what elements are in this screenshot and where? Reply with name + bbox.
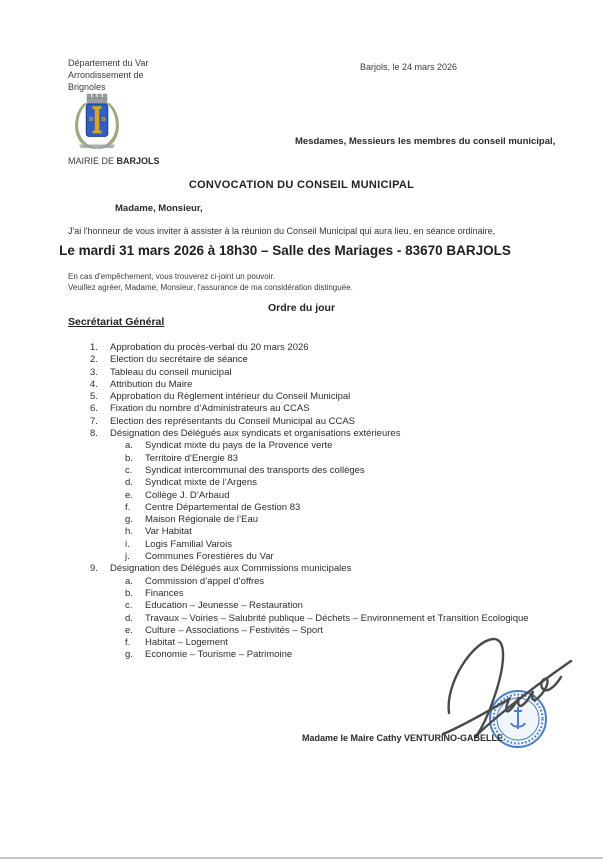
agenda-item-text: Centre Départemental de Gestion 83 bbox=[145, 501, 301, 513]
agenda-subitem bbox=[0, 539, 560, 551]
document-title: CONVOCATION DU CONSEIL MUNICIPAL bbox=[188, 179, 415, 191]
meeting-details-line: Le mardi 31 mars 2026 à 18h30 – Salle des Mariages - 83670 BARJOLS bbox=[59, 243, 511, 258]
agenda-item-text: Syndicat intercommunal des transports des collèges bbox=[145, 464, 365, 476]
agenda-item bbox=[0, 342, 560, 354]
recipients-line: Mesdames, Messieurs les membres du conseil municipal, bbox=[295, 136, 556, 147]
agenda-item bbox=[0, 428, 560, 440]
agenda-subitem bbox=[0, 600, 560, 612]
agenda-item bbox=[0, 379, 560, 391]
agenda-list bbox=[0, 342, 560, 662]
sender-line: Département du Var bbox=[68, 58, 149, 68]
mairie-prefix: MAIRIE DE bbox=[68, 156, 117, 166]
agenda-item-number: g. bbox=[125, 514, 133, 526]
agenda-item-number: h. bbox=[125, 526, 133, 538]
agenda-item-number: a. bbox=[125, 575, 133, 587]
agenda-item-text: Var Habitat bbox=[145, 526, 192, 538]
agenda-item-number: 9. bbox=[90, 563, 98, 575]
svg-text:B: B bbox=[101, 116, 106, 124]
agenda-item-number: 8. bbox=[90, 428, 98, 440]
agenda-item-number: d. bbox=[125, 477, 133, 489]
agenda-subitem bbox=[0, 440, 560, 452]
agenda-subitem bbox=[0, 477, 560, 489]
agenda-item-text: Tableau du conseil municipal bbox=[110, 366, 232, 378]
sender-line: Arrondissement de bbox=[68, 70, 144, 80]
intro-paragraph: J'ai l'honneur de vous inviter à assister à la réunion du Conseil Municipal qui aura lieu, en séance ordinaire, bbox=[68, 226, 496, 236]
agenda-subitem bbox=[0, 613, 560, 625]
agenda-item-number: d. bbox=[125, 612, 133, 624]
agenda-subitem bbox=[0, 502, 560, 514]
dateline: Barjols, le 24 mars 2026 bbox=[360, 62, 458, 72]
agenda-item bbox=[0, 416, 560, 428]
note-politesse: Veuillez agréer, Madame, Monsieur, l'assurance de ma considération distinguée. bbox=[68, 283, 353, 292]
agenda-item-text: Approbation du Règlement intérieur du Conseil Municipal bbox=[110, 391, 351, 403]
agenda-item-number: c. bbox=[125, 464, 133, 476]
mairie-city: BARJOLS bbox=[116, 156, 160, 166]
agenda-item bbox=[0, 403, 560, 415]
agenda-item-text: Désignation des Délégués aux syndicats et organisations extérieures bbox=[110, 428, 401, 440]
barjols-coat-of-arms-icon bbox=[70, 92, 124, 152]
agenda-item-number: 3. bbox=[90, 366, 98, 378]
agenda-item-number: c. bbox=[125, 600, 133, 612]
agenda-subitem bbox=[0, 465, 560, 477]
agenda-item-text: Economie – Tourisme – Patrimoine bbox=[145, 649, 293, 661]
agenda-item-text: Désignation des Délégués aux Commissions municipales bbox=[110, 563, 352, 575]
agenda-item-number: b. bbox=[125, 587, 133, 599]
sender-address bbox=[68, 57, 148, 93]
agenda-subitem bbox=[0, 551, 560, 563]
svg-text:B: B bbox=[88, 116, 94, 124]
agenda-item-number: 5. bbox=[90, 391, 98, 403]
agenda-item-text: Communes Forestières du Var bbox=[145, 551, 274, 563]
note-pouvoir: En cas d'empêchement, vous trouverez ci-joint un pouvoir. bbox=[68, 272, 275, 281]
agenda-item-number: e. bbox=[125, 624, 133, 636]
agenda-item-text: Syndicat mixte du pays de la Provence verte bbox=[145, 440, 333, 452]
agenda-item-text: Collège J. D’Arbaud bbox=[145, 489, 230, 501]
agenda-item-number: 2. bbox=[90, 354, 98, 366]
agenda-item-number: e. bbox=[125, 489, 133, 501]
agenda-item bbox=[0, 354, 560, 366]
agenda-subitem bbox=[0, 588, 560, 600]
agenda-subitem bbox=[0, 490, 560, 502]
section-heading: Secrétariat Général bbox=[68, 316, 165, 328]
agenda-item bbox=[0, 391, 560, 403]
mairie-line bbox=[68, 156, 160, 166]
agenda-item-number: j. bbox=[125, 551, 130, 563]
agenda-item-text: Fixation du nombre d’Administrateurs au CCAS bbox=[110, 403, 310, 415]
agenda-item-number: 1. bbox=[90, 342, 98, 353]
agenda-subitem bbox=[0, 514, 560, 526]
agenda-item-text: Travaux – Voiries – Salubrité publique – Déchets – Environnement et Transition Ecologique bbox=[145, 612, 529, 624]
sender-line: Brignoles bbox=[68, 82, 106, 92]
agenda-item-number: g. bbox=[125, 649, 133, 661]
agenda-item-number: 7. bbox=[90, 415, 98, 427]
agenda-item-text: Finances bbox=[145, 587, 184, 599]
agenda-item-text: Education – Jeunesse – Restauration bbox=[145, 600, 303, 612]
agenda-subitem bbox=[0, 453, 560, 465]
agenda-item-number: a. bbox=[125, 440, 133, 452]
agenda-item-text: Habitat – Logement bbox=[145, 637, 228, 649]
agenda-item bbox=[0, 563, 560, 575]
agenda-item-text: Approbation du procès-verbal du 20 mars 2026 bbox=[110, 342, 309, 353]
agenda-item-number: f. bbox=[125, 637, 131, 649]
agenda-item-text: Commission d’appel d’offres bbox=[145, 575, 265, 587]
salutation: Madame, Monsieur, bbox=[115, 203, 203, 214]
agenda-item-text: Culture – Associations – Festivités – Sport bbox=[145, 624, 323, 636]
agenda-item-number: i. bbox=[125, 538, 130, 550]
agenda-subitem bbox=[0, 576, 560, 588]
agenda-item-text: Attribution du Maire bbox=[110, 378, 193, 390]
agenda-item-text: Logis Familial Varois bbox=[145, 538, 232, 550]
agenda-subitem bbox=[0, 526, 560, 538]
agenda-item bbox=[0, 367, 560, 379]
agenda-item-number: 4. bbox=[90, 378, 98, 390]
agenda-item-text: Election des représentants du Conseil Municipal au CCAS bbox=[110, 415, 356, 427]
agenda-item-number: f. bbox=[125, 501, 131, 513]
agenda-item-number: 6. bbox=[90, 403, 98, 415]
signature-name: Madame le Maire Cathy VENTURINO-GABELLE bbox=[302, 733, 504, 743]
agenda-item-text: Syndicat mixte de l’Argens bbox=[145, 477, 257, 489]
agenda-item-number: b. bbox=[125, 452, 133, 464]
agenda-item-text: Territoire d’Energie 83 bbox=[145, 452, 238, 464]
agenda-item-text: Election du secrétaire de séance bbox=[110, 354, 248, 366]
agenda-heading: Ordre du jour bbox=[267, 302, 336, 314]
agenda-item-text: Maison Régionale de l’Eau bbox=[145, 514, 259, 526]
